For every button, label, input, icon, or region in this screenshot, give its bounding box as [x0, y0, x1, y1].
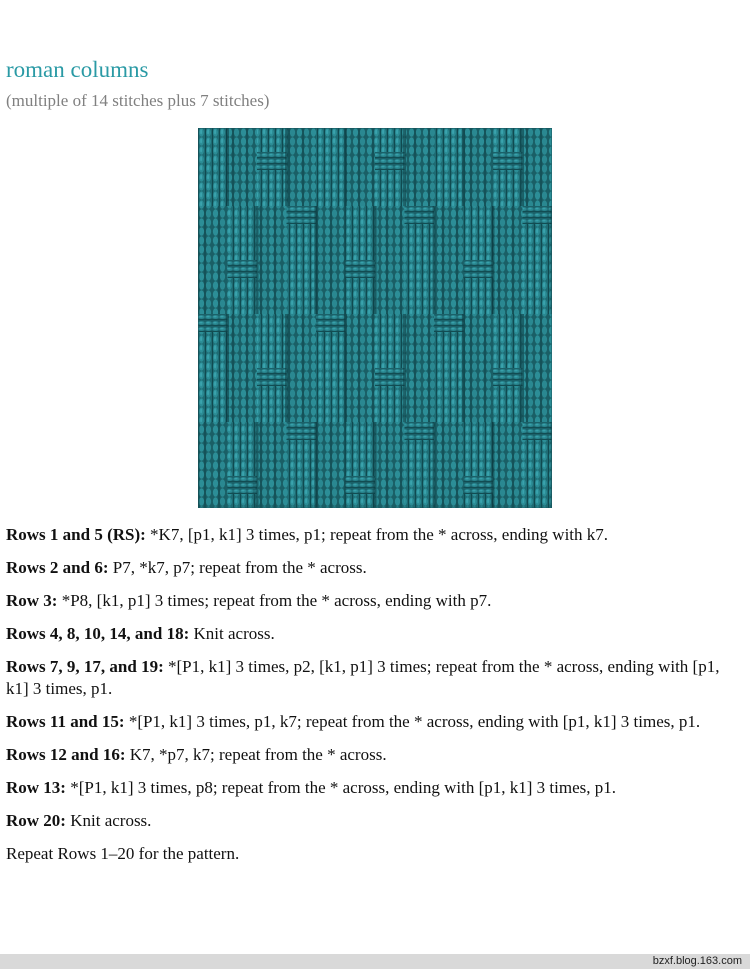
row-label: Rows 12 and 16: [6, 745, 126, 764]
row-text: Knit across. [189, 624, 275, 643]
row-label: Rows 2 and 6: [6, 558, 109, 577]
row-text: *[P1, k1] 3 times, p8; repeat from the * across, ending with [p1, k1] 3 times, p1. [65, 778, 617, 797]
row-label: Row 20: [6, 811, 66, 830]
instruction-row [6, 656, 744, 700]
row-text: Repeat Rows 1–20 for the pattern. [6, 844, 240, 863]
site-watermark: bzxf.blog.163.com [652, 955, 742, 967]
instruction-row [6, 810, 744, 832]
row-text: *P8, [k1, p1] 3 times; repeat from the * across, ending with p7. [57, 591, 492, 610]
pattern-title: roman columns [6, 57, 149, 82]
row-text: Knit across. [65, 811, 152, 830]
row-text: *[P1, k1] 3 times, p2, [k1, p1] 3 times; repeat from the * across, ending with [p1, k1] 3 times, p1. [6, 657, 720, 698]
pattern-subtitle: (multiple of 14 stitches plus 7 stitches) [6, 91, 270, 110]
row-label: Rows 7, 9, 17, and 19: [6, 657, 164, 676]
knit-swatch-photo [198, 128, 552, 508]
instruction-row [6, 590, 744, 612]
instruction-row [6, 557, 744, 579]
instruction-row [6, 843, 744, 865]
row-label: Row 3: [6, 591, 58, 610]
instruction-row [6, 623, 744, 645]
knit-texture-image [198, 128, 552, 508]
instructions-list [6, 524, 744, 876]
instruction-row [6, 524, 744, 546]
row-label: Rows 11 and 15: [6, 712, 125, 731]
row-label: Rows 4, 8, 10, 14, and 18: [6, 624, 190, 643]
footer-bar [0, 954, 750, 969]
row-text: P7, *k7, p7; repeat from the * across. [108, 558, 367, 577]
instruction-row [6, 777, 744, 799]
row-text: *[P1, k1] 3 times, p1, k7; repeat from the * across, ending with [p1, k1] 3 times, p1. [124, 712, 701, 731]
instruction-row [6, 711, 744, 733]
row-label: Row 13: [6, 778, 66, 797]
instruction-row [6, 744, 744, 766]
row-label: Rows 1 and 5 (RS): [6, 525, 146, 544]
row-text: K7, *p7, k7; repeat from the * across. [125, 745, 387, 764]
row-text: *K7, [p1, k1] 3 times, p1; repeat from the * across, ending with k7. [145, 525, 609, 544]
